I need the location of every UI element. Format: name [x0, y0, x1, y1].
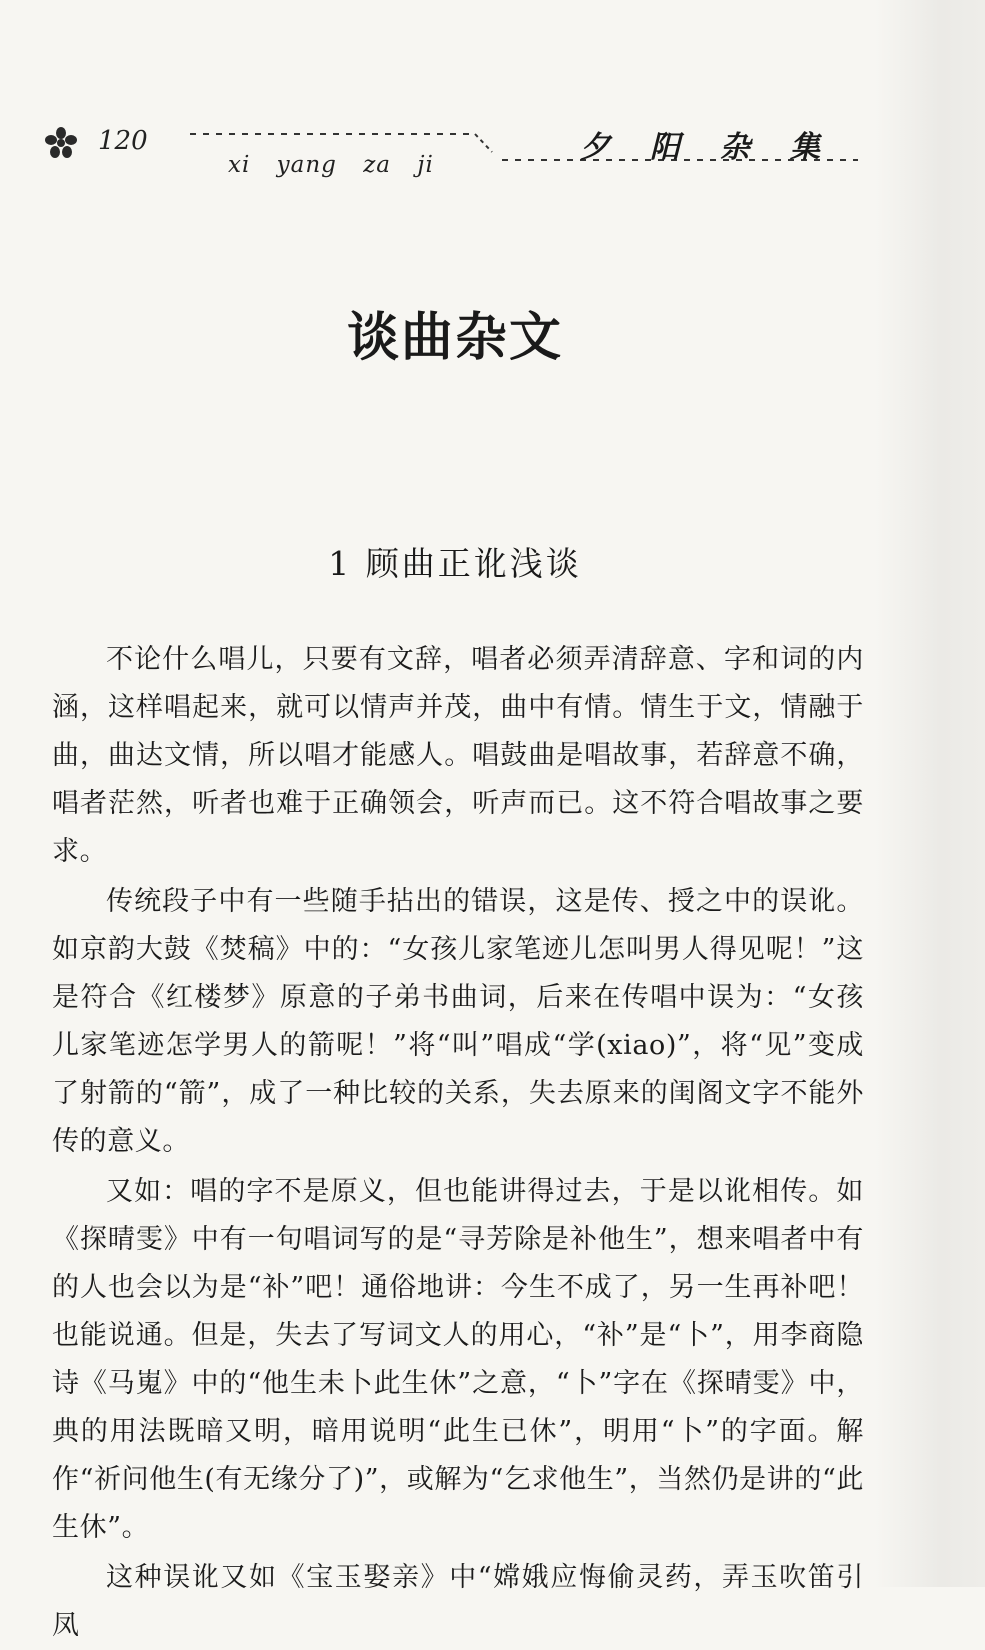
paragraph: 这种误讹又如《宝玉娶亲》中“嫦娥应悔偷灵药，弄玉吹笛引凤: [52, 1562, 864, 1641]
paragraph: 传统段子中有一些随手拈出的错误，这是传、授之中的误讹。如京韵大鼓《焚稿》中的：“女孩儿家笔迹儿怎叫男人得见呢！”这是符合《红楼梦》原意的子弟书曲词，后来在传唱中误为：“女孩儿家笔迹怎学男人的箭呢！”将“叫”唱成“学(xiao)”，将“见”变成了射箭的“箭”，成了一种比较的关系，失去原来的闺阁文字不能外传的意义。: [52, 886, 864, 1157]
running-header: [40, 118, 870, 198]
header-book-title: 夕阳杂集: [580, 130, 860, 165]
chapter-title: 谈曲杂文: [346, 308, 563, 368]
paragraph: 又如：唱的字不是原义，但也能讲得过去，于是以讹相传。如《探晴雯》中有一句唱词写的是“寻芳除是补他生”，想来唱者中有的人也会以为是“补”吧！通俗地讲：今生不成了，另一生再补吧！也能说通。但是，失去了写词文人的用心，“补”是“卜”，用李商隐诗《马嵬》中的“他生未卜此生休”之意，“卜”字在《探晴雯》中，典的用法既暗又明，暗用说明“此生已休”，明用“卜”的字面。解作“祈问他生(有无缘分了)”，或解为“乞求他生”，当然仍是讲的“此生休”。: [52, 1176, 864, 1543]
body-text: [52, 636, 864, 1650]
header-pinyin: xi yang za ji: [228, 152, 434, 178]
page-number: 120: [98, 126, 148, 156]
flower-icon: [44, 126, 78, 160]
paragraph: 不论什么唱儿，只要有文辞，唱者必须弄清辞意、字和词的内涵，这样唱起来，就可以情声并茂，曲中有情。情生于文，情融于曲，曲达文情，所以唱才能感人。唱鼓曲是唱故事，若辞意不确，唱者茫然，听者也难于正确领会，听声而已。这不符合唱故事之要求。: [52, 644, 864, 867]
section-title: 1 顾曲正讹浅谈: [328, 544, 582, 583]
page-edge-shadow: [875, 0, 985, 1587]
